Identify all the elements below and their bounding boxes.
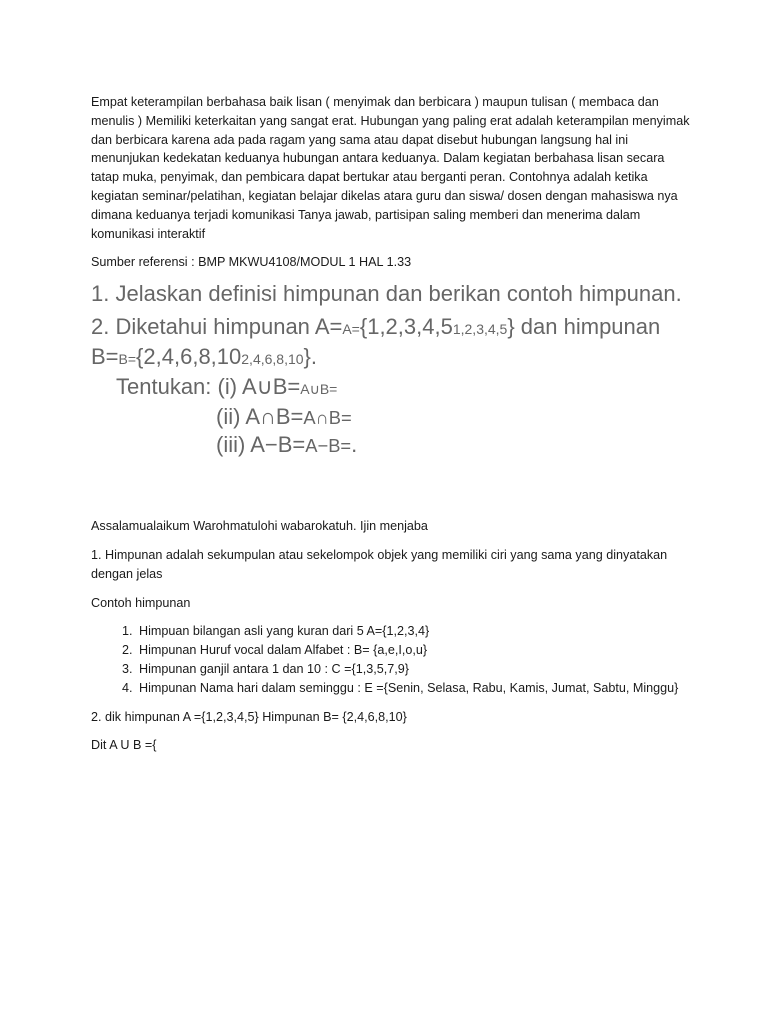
intro-paragraph: Empat keterampilan berbahasa baik lisan ( menyimak dan berbicara ) maupun tulisan ( membaca dan menulis ) Memiliki keterkaitan yang sangat erat. Hubungan yang paling erat adalah keterampilan menyimak dan berbicara karena ada pada ragam yang sama atau dapat disebut hubungan langsung hal ini menunjukan kedekatan keduanya hubungan antara keduanya. Dalam kegiatan berbahasa lisan secara tatap muka, penyimak, dan pembicara dapat bertukar atau berganti peran. Contohnya adalah ketika kegiatan seminar/pelatihan, kegiatan belajar dikelas atara guru dan siswa/ dosen dengan mahasiswa nya dimana keduanya terjadi komunikasi Tanya jawab, partisipan saling memberi dan menerima dalam komunikasi interaktif: [91, 95, 690, 241]
list-item: 1. Himpuan bilangan asli yang kuran dari 5 A={1,2,3,4}: [136, 622, 691, 641]
answer-asked: Dit A U B ={: [91, 738, 157, 753]
task-union-text: Tentukan: (i) A∪B=: [116, 374, 301, 400]
source-reference: Sumber referensi : BMP MKWU4108/MODUL 1 HAL 1.33: [91, 255, 412, 270]
examples-list: [91, 622, 691, 697]
task-difference-text: (iii) A−B=: [216, 432, 306, 458]
q2-text-3: }.: [303, 344, 318, 370]
task-union: [116, 373, 691, 403]
q2-b-set-small: 2,4,6,8,10: [241, 351, 304, 368]
q2-a-set: {1,2,3,4,5: [359, 314, 453, 340]
task-intersection: [216, 403, 691, 431]
answer-definition: 1. Himpunan adalah sekumpulan atau sekelompok objek yang memiliki ciri yang sama yang dinyatakan dengan jelas: [91, 547, 668, 581]
q2-b-label-small: B=: [118, 351, 137, 368]
task-difference-end: .: [351, 432, 358, 458]
list-item: 4. Himpunan Nama hari dalam seminggu : E ={Senin, Selasa, Rabu, Kamis, Jumat, Sabtu, Minggu}: [136, 679, 691, 698]
q2-a-label-small: A=: [342, 321, 360, 338]
task-intersection-text: (ii) A∩B=: [216, 404, 304, 430]
q2-a-set-small: 1,2,3,4,5: [452, 321, 508, 338]
task-difference-small: A−B=: [305, 435, 352, 457]
answer-given: 2. dik himpunan A ={1,2,3,4,5} Himpunan B= {2,4,6,8,10}: [91, 709, 407, 724]
examples-heading: Contoh himpunan: [91, 595, 191, 610]
task-difference: [216, 431, 691, 459]
answer-greeting: Assalamualaikum Warohmatulohi wabarokatuh. Ijin menjaba: [91, 519, 428, 534]
question-2: [91, 313, 691, 373]
task-union-small: A∪B=: [300, 381, 338, 398]
list-item: 2. Himpunan Huruf vocal dalam Alfabet : B= {a,e,I,o,u}: [136, 641, 691, 660]
question-1: 1. Jelaskan definisi himpunan dan berikan contoh himpunan.: [91, 281, 682, 307]
task-intersection-small: A∩B=: [303, 407, 352, 429]
q2-text-1: 2. Diketahui himpunan A=: [91, 314, 343, 340]
q2-text-2: } dan himpunan B=: [91, 314, 661, 370]
document-body: [91, 93, 691, 755]
q2-b-set: {2,4,6,8,10: [136, 344, 242, 370]
list-item: 3. Himpunan ganjil antara 1 dan 10 : C ={1,3,5,7,9}: [136, 660, 691, 679]
